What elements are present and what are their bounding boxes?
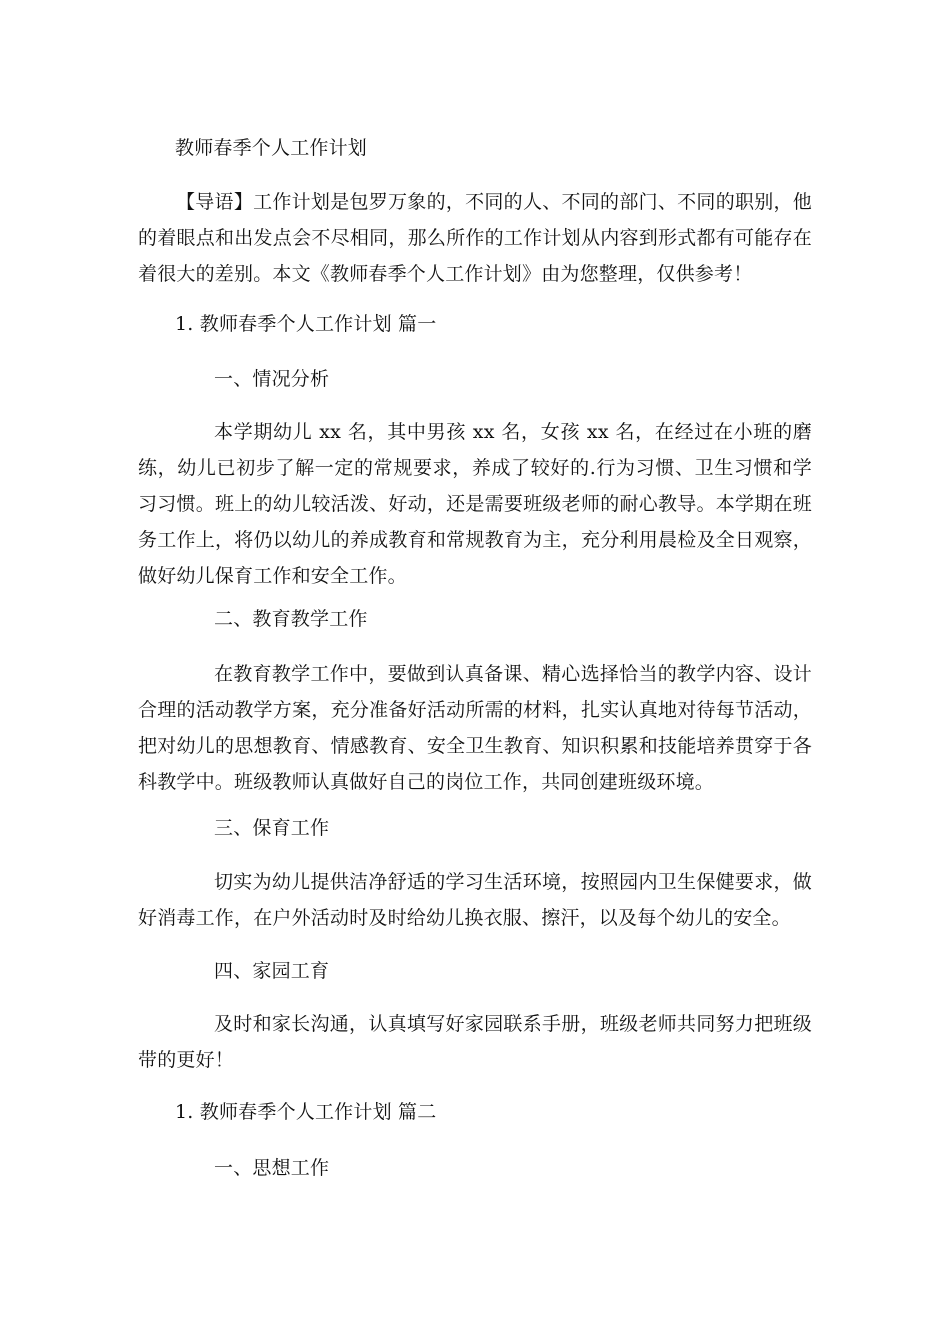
section-heading: 三、保育工作 bbox=[214, 817, 330, 839]
part2-heading: 1. 教师春季个人工作计划 篇二 bbox=[175, 1101, 437, 1123]
section-heading: 一、思想工作 bbox=[214, 1157, 330, 1179]
part1-heading: 1. 教师春季个人工作计划 篇一 bbox=[175, 313, 437, 335]
intro-paragraph: 【导语】工作计划是包罗万象的，不同的人、不同的部门、不同的职别，他的着眼点和出发点会不尽相同，那么所作的工作计划从内容到形式都有可能存在着很大的差别。本文《教师春季个人工作计划》由为您整理，仅供参考！ bbox=[138, 191, 812, 285]
section-body: 在教育教学工作中，要做到认真备课、精心选择恰当的教学内容、设计合理的活动教学方案，充分准备好活动所需的材料，扎实认真地对待每节活动，把对幼儿的思想教育、情感教育、安全卫生教育、知识积累和技能培养贯穿于各科教学中。班级教师认真做好自己的岗位工作，共同创建班级环境。 bbox=[138, 663, 812, 793]
section-heading: 四、家园工育 bbox=[214, 960, 330, 982]
section-body: 本学期幼儿 xx 名，其中男孩 xx 名，女孩 xx 名，在经过在小班的磨练，幼儿已初步了解一定的常规要求，养成了较好的.行为习惯、卫生习惯和学习习惯。班上的幼儿较活泼、好动，还是需要班级老师的耐心教导。本学期在班务工作上，将仍以幼儿的养成教育和常规教育为主，充分利用晨检及全日观察，做好幼儿保育工作和安全工作。 bbox=[138, 421, 812, 587]
section-body: 及时和家长沟通，认真填写好家园联系手册，班级老师共同努力把班级带的更好！ bbox=[138, 1013, 812, 1071]
section-heading: 一、情况分析 bbox=[214, 368, 330, 390]
section-heading: 二、教育教学工作 bbox=[214, 608, 368, 630]
section-body: 切实为幼儿提供洁净舒适的学习生活环境，按照园内卫生保健要求，做好消毒工作，在户外活动时及时给幼儿换衣服、擦汗，以及每个幼儿的安全。 bbox=[138, 871, 812, 929]
document-title: 教师春季个人工作计划 bbox=[175, 137, 368, 159]
